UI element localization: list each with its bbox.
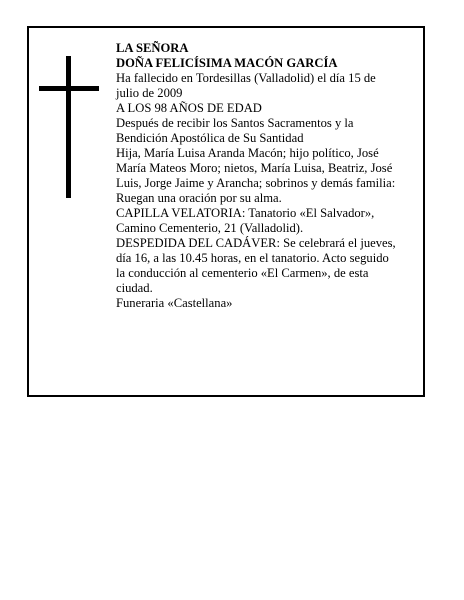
notice-text [116,41,421,311]
family-line: Ruegan una oración por su alma. [116,191,282,205]
notice-line: julio de 2009 [116,86,183,100]
family-line: María Mateos Moro; nietos, María Luisa, Beatriz, José [116,161,393,175]
wake-line: Camino Cementerio, 21 (Valladolid). [116,221,304,235]
farewell-line: DESPEDIDA DEL CADÁVER: Se celebrará el jueves, [116,236,396,250]
farewell-line: día 16, a las 10.45 horas, en el tanatorio. Acto seguido [116,251,389,265]
farewell-line: la conducción al cementerio «El Carmen», de esta [116,266,369,280]
age-line: A LOS 98 AÑOS DE EDAD [116,101,262,115]
funeral-home-line: Funeraria «Castellana» [116,296,233,310]
wake-line: CAPILLA VELATORIA: Tanatorio «El Salvador», [116,206,375,220]
notice-line: Ha fallecido en Tordesillas (Valladolid) el día 15 de [116,71,376,85]
deceased-name: DOÑA FELICÍSIMA MACÓN GARCÍA [116,56,338,70]
cross-vertical-bar [66,56,71,198]
notice-heading: LA SEÑORA [116,41,189,55]
farewell-line: ciudad. [116,281,153,295]
cross-horizontal-bar [39,86,99,91]
family-line: Hija, María Luisa Aranda Macón; hijo político, José [116,146,379,160]
obituary-notice [27,26,425,397]
family-line: Luis, Jorge Jaime y Arancha; sobrinos y demás familia: [116,176,396,190]
notice-line: Bendición Apostólica de Su Santidad [116,131,304,145]
cross-icon [39,56,99,198]
notice-line: Después de recibir los Santos Sacramentos y la [116,116,354,130]
